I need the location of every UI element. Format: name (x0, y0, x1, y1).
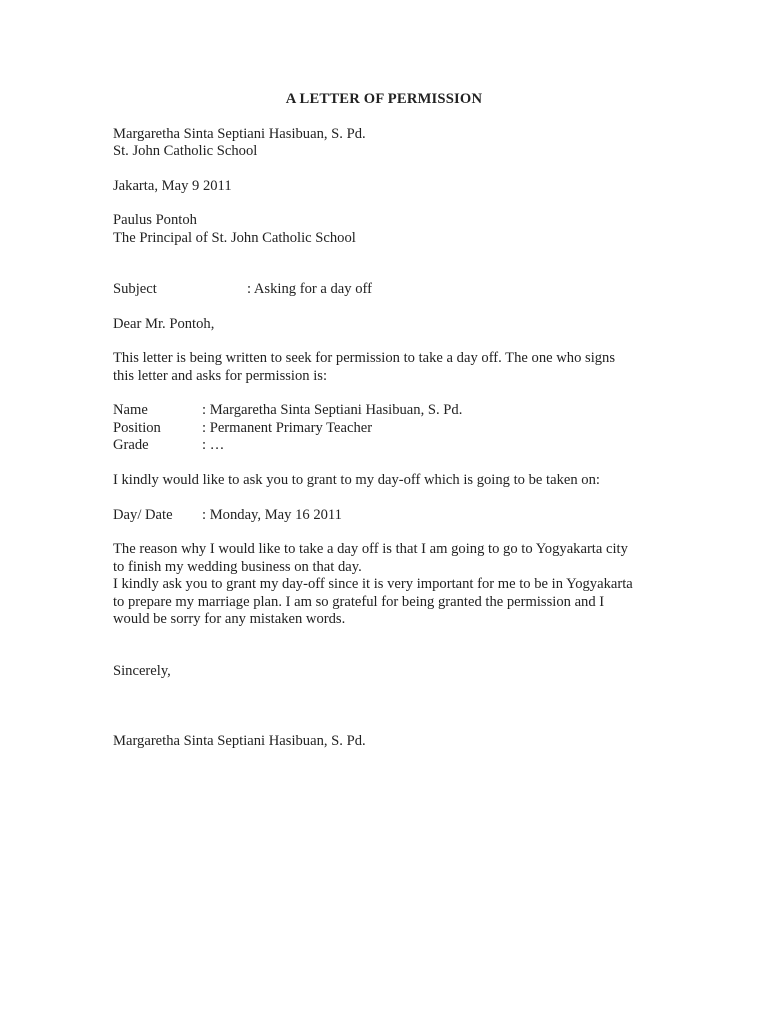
sender-name: Margaretha Sinta Septiani Hasibuan, S. Pd. (113, 126, 366, 142)
closing: Sincerely, (113, 663, 171, 679)
intro-line: this letter and asks for permission is: (113, 368, 328, 384)
signature-name: Margaretha Sinta Septiani Hasibuan, S. Pd. (113, 733, 366, 749)
letter-title: A LETTER OF PERMISSION (285, 91, 483, 107)
recipient-name: Paulus Pontoh (113, 212, 197, 228)
place-date: Jakarta, May 9 2011 (113, 178, 232, 194)
reason-line: The reason why I would like to take a day off is that I am going to go to Yogyakarta city (113, 541, 628, 557)
reason-line: to finish my wedding business on that day. (113, 559, 362, 575)
subject-label: Subject (113, 281, 157, 297)
detail-value-position: : Permanent Primary Teacher (202, 420, 373, 436)
detail-label-grade: Grade (113, 437, 149, 453)
reason-line: would be sorry for any mistaken words. (113, 611, 346, 627)
subject-value: : Asking for a day off (247, 281, 372, 297)
detail-value-grade: : … (202, 437, 225, 453)
reason-line: I kindly ask you to grant my day-off since it is very important for me to be in Yogyakarta (113, 576, 633, 592)
intro-line: This letter is being written to seek for permission to take a day off. The one who signs (113, 350, 616, 366)
detail-value-name: : Margaretha Sinta Septiani Hasibuan, S. Pd. (202, 402, 463, 418)
salutation: Dear Mr. Pontoh, (113, 316, 215, 332)
sender-school: St. John Catholic School (113, 143, 258, 159)
recipient-title: The Principal of St. John Catholic School (113, 230, 356, 246)
day-date-value: : Monday, May 16 2011 (202, 507, 342, 523)
detail-label-position: Position (113, 420, 161, 436)
request-line: I kindly would like to ask you to grant to my day-off which is going to be taken on: (113, 472, 600, 488)
detail-label-name: Name (113, 402, 148, 418)
day-date-label: Day/ Date (113, 507, 173, 523)
reason-line: to prepare my marriage plan. I am so grateful for being granted the permission and I (113, 594, 605, 610)
